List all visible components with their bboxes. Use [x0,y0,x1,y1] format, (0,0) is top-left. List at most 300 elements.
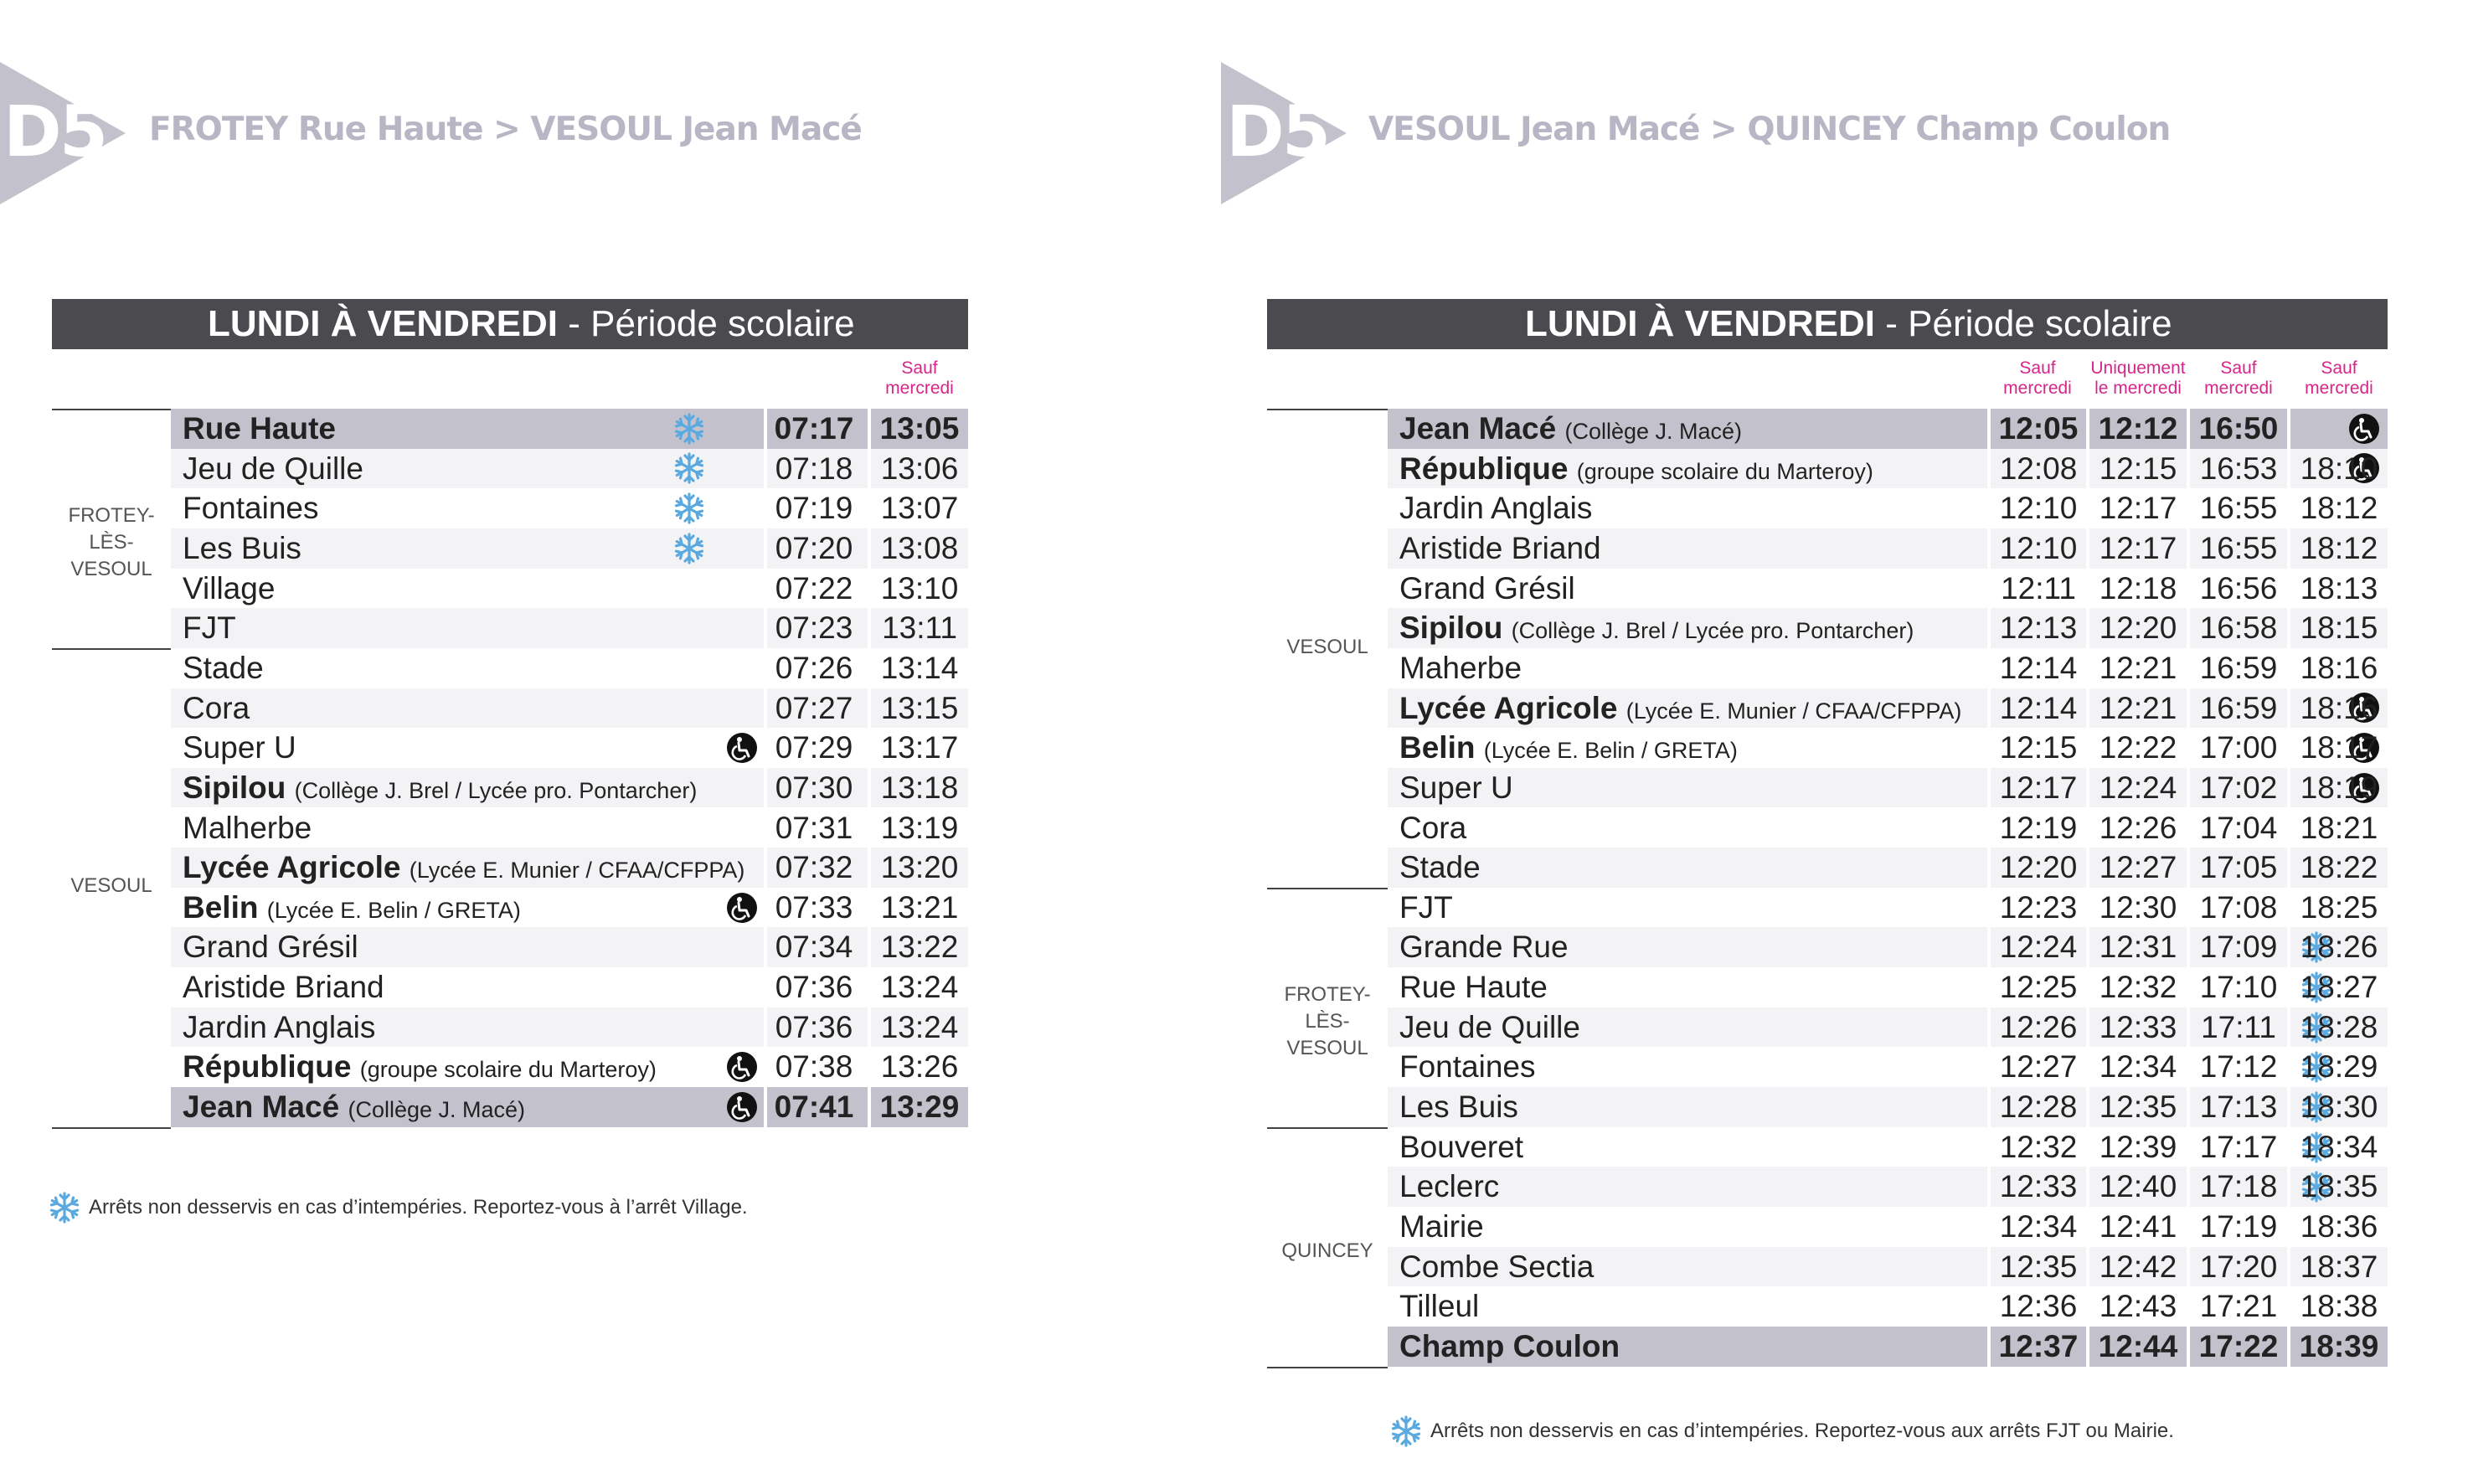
departure-time: 18:21 [2300,810,2378,845]
departure-time: 13:19 [880,810,959,845]
departure-time: 12:08 [1999,451,2078,486]
stop-label: Jeu de Quille [183,451,363,486]
snowflake-icon [673,413,705,445]
table-row [1388,808,2388,848]
stop-detail: (Lycée E. Munier / CFAA/CFPPA) [409,858,745,884]
departure-time: 17:09 [2199,930,2278,965]
stop-label: Champ Coulon [1399,1328,1620,1363]
departure-time: 07:36 [775,1009,853,1044]
table-row [171,688,968,729]
stop-name [183,927,358,967]
departure-time: 07:19 [775,491,853,526]
departure-time: 12:21 [2099,690,2177,725]
city-label: QUINCEY [1281,1239,1373,1262]
departure-time: 12:30 [2099,889,2177,925]
stop-detail: (Lycée E. Belin / GRETA) [266,897,521,923]
departure-time: 16:53 [2199,451,2278,486]
stop-name [183,1087,525,1131]
stop-label: Combe Sectia [1399,1249,1595,1284]
stop-name [1399,409,1742,452]
stop-detail: (groupe scolaire du Marteroy) [359,1057,657,1083]
stop-label: Mairie [1399,1209,1484,1244]
stop-label: Lycée Agricole [183,850,401,885]
stop-detail: (Lycée E. Belin / GRETA) [1483,738,1738,764]
table-row [1388,449,2388,489]
stop-name [1399,1247,1594,1287]
departure-time: 07:36 [775,970,853,1005]
departure-time: 17:02 [2199,770,2278,805]
stop-name [183,967,384,1007]
table-row [171,967,968,1007]
stop-label: Aristide Briand [183,970,384,1005]
departure-time: 13:26 [880,1049,959,1085]
departure-time: 12:37 [1998,1328,2079,1363]
departure-time: 16:58 [2199,611,2278,646]
departure-time: 16:55 [2199,530,2278,565]
departure-time: 18:38 [2300,1289,2378,1324]
table-header [52,299,968,349]
table-row [1388,569,2388,609]
departure-time: 16:59 [2199,690,2278,725]
stop-name [1399,449,1873,492]
departure-time: 13:07 [880,491,959,526]
table-row [171,728,968,768]
departure-time: 12:15 [2099,451,2177,486]
stop-name [183,808,312,848]
stop-name [1399,848,1481,888]
departure-time: 13:20 [880,850,959,885]
departure-time: 12:22 [2099,730,2177,765]
table-row [1388,528,2388,569]
route-title: VESOUL Jean Macé > QUINCEY Champ Coulon [1368,111,2171,148]
departure-time: 12:25 [1999,970,2078,1005]
city-divider [1267,1127,1388,1129]
stop-label: Bouveret [1399,1129,1524,1164]
departure-time: 17:20 [2199,1249,2278,1284]
departure-time: 16:50 [2198,411,2279,446]
departure-time: 18:12 [2300,530,2378,565]
departure-time: 07:23 [775,611,853,646]
departure-time: 13:06 [880,451,959,486]
right-timetable [1221,0,2473,1484]
stop-name [183,648,264,688]
snowflake-icon [49,1192,80,1224]
stop-name [183,768,697,812]
departure-time: 17:22 [2198,1328,2279,1363]
stop-label: Stade [183,650,264,685]
departure-time: 07:41 [774,1090,854,1125]
stop-name [1399,768,1513,808]
stop-label: Malherbe [183,810,312,845]
departure-time: 12:12 [2098,411,2178,446]
stop-label: Tilleul [1399,1289,1480,1324]
stop-name [1399,967,1548,1007]
departure-time: 13:21 [880,889,959,925]
departure-time: 17:04 [2199,810,2278,845]
wheelchair-icon [727,893,757,923]
departure-time: 12:33 [1999,1169,2078,1204]
snowflake-icon [673,533,705,564]
column-note: Sauf mercredi [2204,358,2273,398]
terminus-row [1388,1327,2388,1367]
departure-time: 17:10 [2199,970,2278,1005]
departure-time: 13:11 [882,611,957,646]
departure-time: 13:17 [880,730,959,765]
table-row [171,808,968,848]
stop-detail: (Collège J. Macé) [1564,419,1743,444]
city-divider [1267,409,1388,410]
stop-label: Fontaines [183,491,319,526]
stop-label: Grand Grésil [1399,570,1575,605]
departure-time: 12:32 [1999,1129,2078,1164]
stop-name [183,1007,375,1048]
table-row [1388,1286,2388,1327]
stop-name [1399,1047,1536,1087]
stop-label: Super U [1399,770,1513,805]
city-divider [52,409,171,410]
stop-detail: (Lycée E. Munier / CFAA/CFPPA) [1625,698,1962,724]
departure-time: 12:36 [1999,1289,2078,1324]
stop-name [183,608,236,648]
departure-time: 17:13 [2199,1090,2278,1125]
table-row [1388,927,2388,967]
departure-time: 13:05 [879,411,960,446]
departure-time: 12:17 [2099,491,2177,526]
stop-label: Stade [1399,850,1481,885]
table-row [171,768,968,808]
departure-time: 18:13 [2300,570,2378,605]
stop-name [1399,1207,1484,1247]
route-badge: D5 [3,90,106,173]
table-row [1388,1247,2388,1287]
stop-name [1399,569,1575,609]
terminus-row [171,409,968,449]
stop-label: Rue Haute [183,411,336,446]
table-row [1388,648,2388,688]
departure-time: 18:34 [2300,1129,2378,1164]
table-row [171,1047,968,1087]
table-header [1267,299,2388,349]
departure-time: 17:21 [2199,1289,2278,1324]
stop-label: Belin [183,889,259,925]
stop-name [183,409,336,449]
departure-time: 17:17 [2199,1129,2278,1164]
departure-time: 12:34 [1999,1209,2078,1244]
departure-time: 12:14 [1999,690,2078,725]
departure-time: 07:38 [775,1049,853,1085]
departure-time: 18:36 [2300,1209,2378,1244]
departure-time: 12:10 [1999,530,2078,565]
departure-time: 07:17 [774,411,854,446]
table-row [1388,488,2388,528]
table-row [171,449,968,489]
departure-time: 12:10 [1999,491,2078,526]
departure-time: 12:11 [2001,570,2076,605]
stop-name [1399,1327,1620,1367]
departure-time: 16:56 [2199,570,2278,605]
departure-time: 17:00 [2199,730,2278,765]
table-row [171,488,968,528]
header-days: LUNDI À VENDREDI [1525,303,1876,344]
departure-time: 12:28 [1999,1090,2078,1125]
departure-time: 12:35 [1999,1249,2078,1284]
terminus-row [171,1087,968,1127]
header-separator: - [558,303,591,344]
terminus-row [1388,409,2388,449]
departure-time: 07:20 [775,530,853,565]
city-label: VESOUL [70,874,152,897]
stop-detail: (Collège J. Macé) [348,1097,526,1123]
table-row [171,569,968,609]
stop-name [183,728,296,768]
table-bottom-line [1267,1367,1388,1368]
stop-name [1399,927,1569,967]
wheelchair-icon [2349,414,2379,444]
table-row [171,848,968,888]
route-title: FROTEY Rue Haute > VESOUL Jean Macé [149,111,862,148]
table-row [1388,888,2388,928]
departure-time: 07:26 [775,650,853,685]
departure-time: 12:21 [2099,650,2177,685]
stop-detail: (Collège J. Brel / Lycée pro. Pontarcher) [294,777,698,803]
stop-label: Fontaines [1399,1049,1536,1085]
departure-time: 18:27 [2300,970,2378,1005]
stop-name [1399,648,1522,688]
departure-time: 13:10 [880,570,959,605]
departure-time: 17:08 [2199,889,2278,925]
departure-time: 18:28 [2300,1009,2378,1044]
stop-label: Belin [1399,730,1476,765]
departure-time: 18:25 [2300,889,2378,925]
table-row [1388,768,2388,808]
departure-time: 07:33 [775,889,853,925]
stop-label: Les Buis [1399,1090,1518,1125]
column-separator [2287,409,2290,449]
footnote: Arrêts non desservis en cas d’intempéries. Reportez-vous aux arrêts FJT ou Mairie. [1430,1420,2174,1442]
departure-time: 18:39 [2299,1328,2379,1363]
stop-label: Lycée Agricole [1399,690,1618,725]
departure-time: 07:31 [775,810,853,845]
departure-time: 18:22 [2300,850,2378,885]
column-note: Uniquement le mercredi [2090,358,2186,398]
departure-time: 18:37 [2300,1249,2378,1284]
table-row [1388,1127,2388,1167]
departure-time: 12:41 [2099,1209,2177,1244]
table-row [1388,967,2388,1007]
departure-time: 12:32 [2099,970,2177,1005]
departure-time: 07:34 [775,930,853,965]
stop-label: Jean Macé [183,1090,340,1125]
stop-label: Super U [183,730,296,765]
stop-label: Jardin Anglais [1399,491,1593,526]
departure-time: 13:15 [880,690,959,725]
stop-name [1399,528,1601,569]
stop-name [183,488,319,528]
departure-time: 12:27 [1999,1049,2078,1085]
departure-time: 17:19 [2199,1209,2278,1244]
stop-label: Jean Macé [1399,411,1557,446]
departure-time: 16:55 [2199,491,2278,526]
departure-time: 07:27 [775,690,853,725]
stop-label: République [1399,451,1569,486]
footnote: Arrêts non desservis en cas d’intempéries. Reportez-vous à l’arrêt Village. [89,1196,748,1219]
wheelchair-icon [727,1092,757,1122]
stop-name [1399,608,1914,652]
departure-time: 12:35 [2099,1090,2177,1125]
table-row [1388,1167,2388,1207]
departure-time: 12:27 [2099,850,2177,885]
stop-label: Aristide Briand [1399,530,1601,565]
departure-time: 13:18 [880,770,959,805]
departure-time: 12:05 [1998,411,2079,446]
table-row [1388,1007,2388,1048]
departure-time: 13:24 [880,970,959,1005]
stop-name [1399,1286,1479,1327]
stop-name [183,569,275,609]
departure-time: 12:24 [1999,930,2078,965]
departure-time: 13:22 [880,930,959,965]
table-row [1388,688,2388,729]
departure-time: 12:17 [1999,770,2078,805]
departure-time: 13:14 [880,650,959,685]
departure-time: 12:18 [2099,570,2177,605]
departure-time: 13:29 [879,1090,960,1125]
column-note: Sauf mercredi [2003,358,2072,398]
departure-time: 18:16 [2300,690,2378,725]
departure-time: 12:23 [1999,889,2078,925]
route-badge: D5 [1226,90,1329,173]
city-label: FROTEY-LÈS-VESOUL [68,504,155,580]
stop-name [1399,888,1453,928]
departure-time: 12:15 [1999,730,2078,765]
table-row [1388,608,2388,648]
departure-time: 18:19 [2300,770,2378,805]
departure-time: 18:16 [2300,650,2378,685]
stop-name [1399,1087,1518,1127]
snowflake-icon [1390,1415,1422,1447]
table-bottom-line [52,1127,171,1129]
departure-time: 12:20 [1999,850,2078,885]
column-note: Sauf mercredi [2305,358,2373,398]
stop-label: République [183,1049,352,1085]
stop-label: Sipilou [183,770,286,805]
table-row [1388,1087,2388,1127]
stop-label: Cora [1399,810,1467,845]
departure-time: 12:26 [1999,1009,2078,1044]
stop-label: Les Buis [183,530,301,565]
stop-label: Maherbe [1399,650,1522,685]
departure-time: 17:11 [2201,1009,2276,1044]
stop-name [1399,488,1592,528]
header-days: LUNDI À VENDREDI [208,303,559,344]
departure-time: 12:20 [2099,611,2177,646]
departure-time: 12:42 [2099,1249,2177,1284]
departure-time: 12:31 [2099,930,2177,965]
table-row [1388,1047,2388,1087]
stop-name [1399,728,1738,771]
stop-label: FJT [1399,889,1453,925]
stop-name [183,688,250,729]
table-row [1388,1207,2388,1247]
stop-label: Jardin Anglais [183,1009,376,1044]
stop-name [1399,1127,1523,1167]
departure-time: 18:10 [2300,451,2378,486]
departure-time: 07:32 [775,850,853,885]
header-period: Période scolaire [1908,303,2172,344]
departure-time: 12:13 [1999,611,2078,646]
departure-time: 18:30 [2300,1090,2378,1125]
city-label: FROTEY-LÈS-VESOUL [1284,983,1371,1059]
stop-name [1399,1167,1499,1207]
stop-name [183,1047,657,1090]
snowflake-icon [673,452,705,484]
stop-name [183,848,744,891]
departure-time: 18:12 [2300,491,2378,526]
departure-time: 12:43 [2099,1289,2177,1324]
departure-time: 07:30 [775,770,853,805]
departure-time: 12:24 [2099,770,2177,805]
city-divider [52,648,171,650]
stop-detail: (Collège J. Brel / Lycée pro. Pontarcher) [1511,618,1914,644]
table-row [1388,848,2388,888]
city-label: VESOUL [1286,636,1368,658]
departure-time: 12:34 [2099,1049,2177,1085]
stop-label: Rue Haute [1399,970,1548,1005]
header-period: Période scolaire [590,303,855,344]
departure-time: 17:12 [2199,1049,2278,1085]
stop-detail: (groupe scolaire du Marteroy) [1576,458,1873,484]
wheelchair-icon [727,733,757,763]
stop-name [183,888,521,931]
table-row [171,1007,968,1048]
departure-time: 12:40 [2099,1169,2177,1204]
snowflake-icon [673,492,705,524]
departure-time: 07:18 [775,451,853,486]
departure-time: 18:15 [2300,611,2378,646]
departure-time: 12:44 [2098,1328,2178,1363]
departure-time: 18:35 [2300,1169,2378,1204]
departure-time: 13:08 [880,530,959,565]
departure-time: 12:33 [2099,1009,2177,1044]
stop-label: Cora [183,690,250,725]
table-row [171,648,968,688]
table-row [1388,728,2388,768]
departure-time: 12:39 [2099,1129,2177,1164]
departure-time: 07:29 [775,730,853,765]
departure-time: 13:24 [880,1009,959,1044]
departure-time: 07:22 [775,570,853,605]
departure-time: 12:14 [1999,650,2078,685]
stop-name [183,449,363,489]
stop-label: FJT [183,611,236,646]
city-divider [1267,888,1388,889]
table-row [171,608,968,648]
stop-name [183,528,301,569]
stop-name [1399,688,1961,732]
departure-time: 16:59 [2199,650,2278,685]
stop-label: Village [183,570,276,605]
header-separator: - [1875,303,1909,344]
stop-name [1399,808,1466,848]
departure-time: 18:17 [2300,730,2378,765]
stop-label: Grand Grésil [183,930,358,965]
departure-time: 12:19 [1999,810,2078,845]
stop-label: Sipilou [1399,611,1503,646]
table-row [171,528,968,569]
left-timetable [0,0,1231,1484]
departure-time: 18:26 [2300,930,2378,965]
stop-label: Grande Rue [1399,930,1569,965]
